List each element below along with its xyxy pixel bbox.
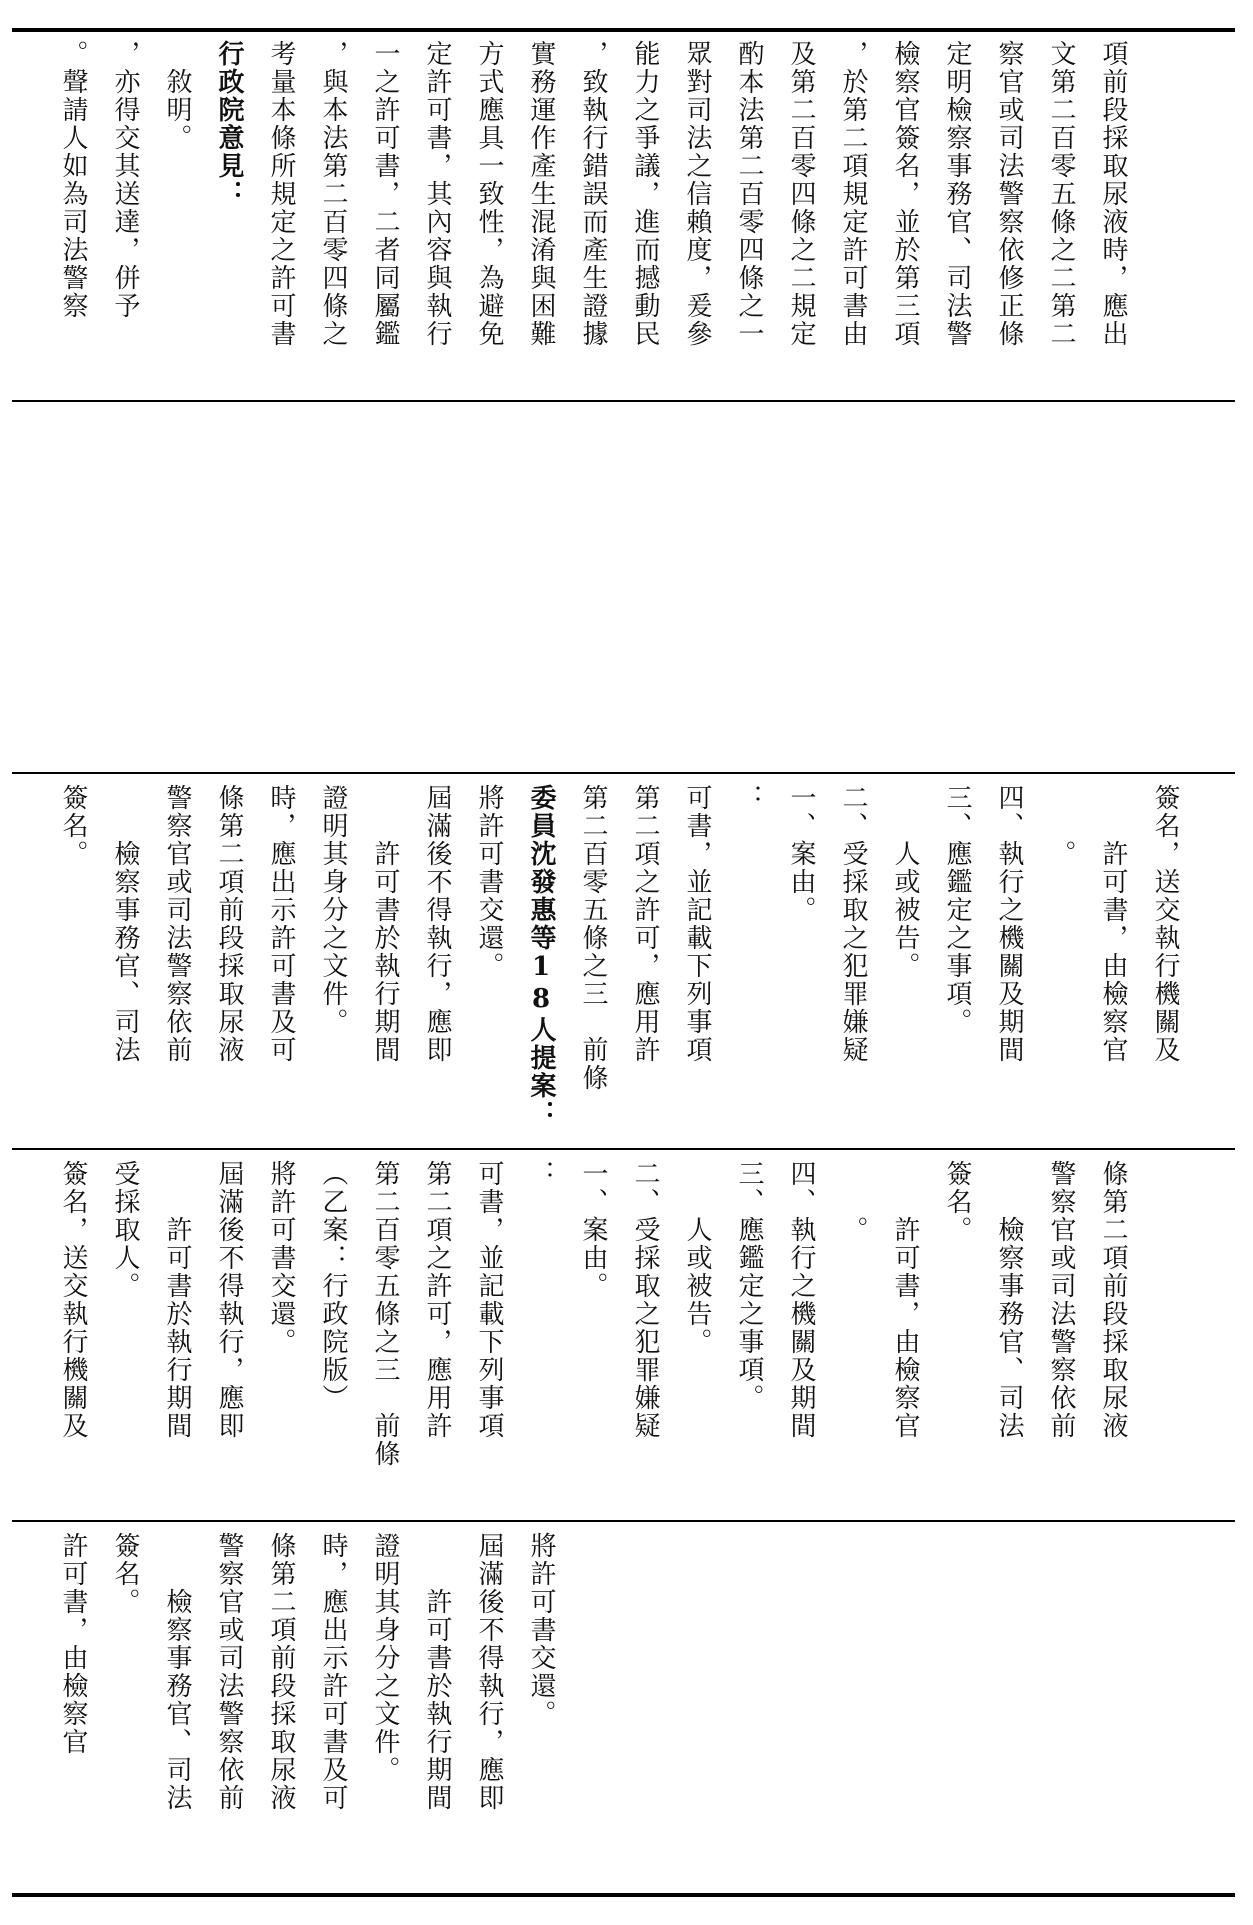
text-column bbox=[258, 1532, 304, 1888]
text-column bbox=[726, 40, 772, 395]
text-line: 許可書，由檢察官 bbox=[890, 1160, 920, 1440]
lower-panel-divider bbox=[12, 1148, 1235, 1150]
panel-bottom-left bbox=[20, 1532, 1229, 1888]
text-line: 條第二項前段採取尿液 bbox=[266, 1532, 296, 1812]
text-column bbox=[50, 1160, 96, 1516]
text-line: 察官或司法警察依修正條 bbox=[994, 40, 1024, 348]
text-column bbox=[778, 40, 824, 395]
text-column bbox=[414, 1532, 460, 1888]
text-column bbox=[362, 784, 408, 1144]
text-line: 一、案由。 bbox=[578, 1160, 608, 1300]
text-line: 人或被告。 bbox=[682, 1160, 712, 1356]
text-line: 眾對司法之信賴度，爰參 bbox=[682, 40, 712, 348]
text-line: 項前段採取尿液時，應出 bbox=[1098, 40, 1128, 348]
text-column bbox=[414, 1160, 460, 1516]
text-line: 時，應出示許可書及可 bbox=[266, 784, 296, 1064]
text-line: 簽名。 bbox=[942, 1160, 972, 1244]
text-column bbox=[882, 40, 928, 395]
section-heading: 行政院意見： bbox=[214, 40, 244, 208]
text-column bbox=[154, 40, 200, 395]
text-line: 警察官或司法警察依前 bbox=[214, 1532, 244, 1812]
text-line: 屆滿後不得執行，應即 bbox=[474, 1532, 504, 1812]
text-line: 四、執行之機關及期間 bbox=[786, 1160, 816, 1440]
text-line: 四、執行之機關及期間 bbox=[994, 784, 1024, 1064]
text-line: 定許可書，其內容與執行 bbox=[422, 40, 452, 348]
text-column bbox=[258, 40, 304, 395]
text-line: 許可書，由檢察官 bbox=[58, 1532, 88, 1756]
text-line: 人或被告。 bbox=[890, 784, 920, 980]
text-line: 簽名，送交執行機關及 bbox=[58, 1160, 88, 1440]
text-line: 檢察事務官、司法 bbox=[162, 1532, 192, 1812]
text-line: 簽名，送交執行機關及 bbox=[1150, 784, 1180, 1064]
text-line: 證明其身分之文件。 bbox=[318, 784, 348, 1036]
text-line: 第二百零五條之三 前條 bbox=[370, 1160, 400, 1468]
middle-panel-divider bbox=[12, 772, 1235, 774]
text-column bbox=[414, 784, 460, 1144]
text-column bbox=[362, 1160, 408, 1516]
text-column bbox=[154, 1532, 200, 1888]
text-column bbox=[414, 40, 460, 395]
text-line: 許可書於執行期間 bbox=[162, 1160, 192, 1440]
text-line: 三、應鑑定之事項。 bbox=[942, 784, 972, 1036]
text-line: 。 bbox=[838, 1160, 868, 1244]
text-column bbox=[362, 1532, 408, 1888]
text-column bbox=[518, 1160, 564, 1516]
text-line: 屆滿後不得執行，應即 bbox=[214, 1160, 244, 1440]
section-heading: 委員沈發惠等18人提案： bbox=[526, 784, 556, 1128]
text-column bbox=[466, 40, 512, 395]
text-line: 檢察官簽名，並於第三項 bbox=[890, 40, 920, 348]
text-column bbox=[206, 784, 252, 1144]
text-line: 一之許可書，二者同屬鑑 bbox=[370, 40, 400, 348]
text-column bbox=[674, 1160, 720, 1516]
text-line: 文第二百零五條之二第二 bbox=[1046, 40, 1076, 348]
text-column bbox=[778, 1160, 824, 1516]
text-column bbox=[258, 1160, 304, 1516]
text-column bbox=[154, 784, 200, 1144]
text-column bbox=[206, 1160, 252, 1516]
text-line: 定明檢察事務官、司法警 bbox=[942, 40, 972, 348]
text-line: 許可書於執行期間 bbox=[370, 784, 400, 1064]
text-line: ： bbox=[526, 1160, 556, 1188]
text-column bbox=[50, 784, 96, 1144]
text-column bbox=[570, 1160, 616, 1516]
text-column bbox=[310, 1532, 356, 1888]
text-column bbox=[1038, 1160, 1084, 1516]
text-column bbox=[1090, 1160, 1136, 1516]
text-column bbox=[518, 40, 564, 395]
text-column bbox=[1142, 784, 1188, 1144]
text-line: 條第二項前段採取尿液 bbox=[1098, 1160, 1128, 1440]
text-line: 許可書於執行期間 bbox=[422, 1532, 452, 1812]
text-column bbox=[570, 40, 616, 395]
text-column bbox=[1038, 40, 1084, 395]
text-column bbox=[1090, 40, 1136, 395]
text-line: 屆滿後不得執行，應即 bbox=[422, 784, 452, 1064]
panel-top-right bbox=[20, 40, 1229, 395]
text-line: 能力之爭議，進而撼動民 bbox=[630, 40, 660, 348]
text-line: 受採取人。 bbox=[110, 1160, 140, 1300]
text-line: ： bbox=[734, 784, 764, 812]
text-line: 將許可書交還。 bbox=[526, 1532, 556, 1728]
text-column bbox=[310, 1160, 356, 1516]
text-line: 二、受採取之犯罪嫌疑 bbox=[838, 784, 868, 1064]
text-column bbox=[882, 784, 928, 1144]
text-column bbox=[674, 784, 720, 1144]
text-column bbox=[830, 40, 876, 395]
text-line: 三、應鑑定之事項。 bbox=[734, 1160, 764, 1412]
text-line: 證明其身分之文件。 bbox=[370, 1532, 400, 1784]
text-column bbox=[102, 1532, 148, 1888]
text-line: 。 bbox=[1046, 784, 1076, 868]
text-line: ，亦得交其送達，併予 bbox=[110, 40, 140, 320]
text-column bbox=[102, 784, 148, 1144]
text-line: 警察官或司法警察依前 bbox=[1046, 1160, 1076, 1440]
text-column bbox=[206, 40, 252, 395]
text-line: 考量本條所規定之許可書 bbox=[266, 40, 296, 348]
text-line: 簽名。 bbox=[110, 1532, 140, 1616]
text-column bbox=[466, 1532, 512, 1888]
text-column bbox=[778, 784, 824, 1144]
text-line: 敘明。 bbox=[162, 40, 192, 152]
text-column bbox=[258, 784, 304, 1144]
text-column bbox=[882, 1160, 928, 1516]
text-line: 簽名。 bbox=[58, 784, 88, 868]
text-column bbox=[206, 1532, 252, 1888]
text-line: 第二百零五條之三 前條 bbox=[578, 784, 608, 1092]
text-line: 將許可書交還。 bbox=[474, 784, 504, 980]
text-column bbox=[1090, 784, 1136, 1144]
text-column bbox=[986, 1160, 1032, 1516]
text-line: 一、案由。 bbox=[786, 784, 816, 924]
text-column bbox=[154, 1160, 200, 1516]
bottom-panel-divider bbox=[12, 1520, 1235, 1522]
text-line: 。聲請人如為司法警察 bbox=[58, 40, 88, 320]
text-line: 檢察事務官、司法 bbox=[994, 1160, 1024, 1440]
top-panel-divider bbox=[12, 400, 1235, 402]
text-line: 檢察事務官、司法 bbox=[110, 784, 140, 1064]
text-column bbox=[622, 784, 668, 1144]
text-line: 二、受採取之犯罪嫌疑 bbox=[630, 1160, 660, 1440]
text-line: 時，應出示許可書及可 bbox=[318, 1532, 348, 1812]
text-line: 許可書，由檢察官 bbox=[1098, 784, 1128, 1064]
text-line: 警察官或司法警察依前 bbox=[162, 784, 192, 1064]
text-column bbox=[674, 40, 720, 395]
text-line: （乙案：行政院版） bbox=[318, 1160, 348, 1412]
panel-bottom-middle bbox=[20, 1160, 1229, 1516]
text-column bbox=[50, 1532, 96, 1888]
text-column bbox=[466, 1160, 512, 1516]
text-column bbox=[934, 40, 980, 395]
text-column bbox=[102, 1160, 148, 1516]
text-column bbox=[518, 1532, 564, 1888]
text-line: 及第二百零四條之二規定 bbox=[786, 40, 816, 348]
text-column bbox=[362, 40, 408, 395]
text-column bbox=[986, 40, 1032, 395]
text-line: ，於第二項規定許可書由 bbox=[838, 40, 868, 348]
text-column bbox=[830, 784, 876, 1144]
panel-bottom-right bbox=[20, 784, 1229, 1144]
text-line: ，與本法第二百零四條之 bbox=[318, 40, 348, 348]
text-line: 第二項之許可，應用許 bbox=[630, 784, 660, 1064]
text-column bbox=[726, 1160, 772, 1516]
text-line: 方式應具一致性，為避免 bbox=[474, 40, 504, 348]
text-column bbox=[830, 1160, 876, 1516]
top-border-rule bbox=[12, 28, 1235, 32]
text-column bbox=[726, 784, 772, 1144]
text-column bbox=[986, 784, 1032, 1144]
text-line: 第二項之許可，應用許 bbox=[422, 1160, 452, 1440]
text-column bbox=[310, 40, 356, 395]
text-line: 將許可書交還。 bbox=[266, 1160, 296, 1356]
text-column bbox=[1038, 784, 1084, 1144]
text-column bbox=[570, 784, 616, 1144]
text-line: 實務運作產生混淆與困難 bbox=[526, 40, 556, 348]
text-column bbox=[102, 40, 148, 395]
text-line: 可書，並記載下列事項 bbox=[682, 784, 712, 1064]
text-line: ，致執行錯誤而產生證據 bbox=[578, 40, 608, 348]
text-column bbox=[622, 40, 668, 395]
text-column bbox=[518, 784, 564, 1144]
text-line: 條第二項前段採取尿液 bbox=[214, 784, 244, 1064]
text-column bbox=[934, 1160, 980, 1516]
bottom-border-rule bbox=[12, 1893, 1235, 1897]
text-column bbox=[934, 784, 980, 1144]
text-column bbox=[310, 784, 356, 1144]
text-column bbox=[466, 784, 512, 1144]
text-line: 酌本法第二百零四條之一 bbox=[734, 40, 764, 348]
text-column bbox=[50, 40, 96, 395]
text-line: 可書，並記載下列事項 bbox=[474, 1160, 504, 1440]
text-column bbox=[622, 1160, 668, 1516]
